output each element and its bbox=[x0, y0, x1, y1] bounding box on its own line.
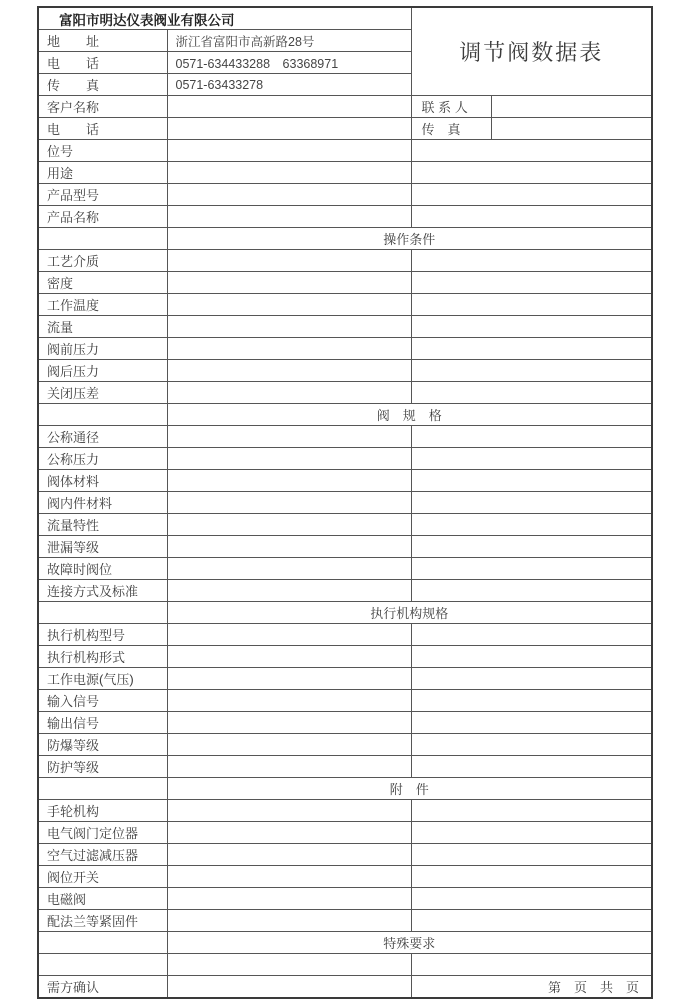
field-row bbox=[38, 800, 652, 822]
field-row bbox=[38, 668, 652, 690]
section-title: 执行机构规格 bbox=[167, 602, 652, 624]
field-value bbox=[411, 162, 652, 184]
field-value bbox=[411, 184, 652, 206]
field-label: 防护等级 bbox=[38, 756, 167, 778]
section-title: 附 件 bbox=[167, 778, 652, 800]
field-value bbox=[411, 338, 652, 360]
field-value bbox=[167, 888, 411, 910]
field-label: 用途 bbox=[38, 162, 167, 184]
field-row bbox=[38, 558, 652, 580]
field-row bbox=[38, 294, 652, 316]
field-label: 空气过滤减压器 bbox=[38, 844, 167, 866]
valve-data-sheet-table bbox=[37, 6, 653, 999]
field-label: 执行机构形式 bbox=[38, 646, 167, 668]
field-row bbox=[38, 250, 652, 272]
field-row bbox=[38, 338, 652, 360]
company-name: 富阳市明达仪表阀业有限公司 bbox=[38, 7, 411, 30]
field-label: 输出信号 bbox=[38, 712, 167, 734]
field-row bbox=[38, 646, 652, 668]
confirm-label: 需方确认 bbox=[38, 976, 167, 999]
field-value bbox=[167, 558, 411, 580]
field-value bbox=[491, 118, 652, 140]
field-value bbox=[167, 712, 411, 734]
field-label: 连接方式及标准 bbox=[38, 580, 167, 602]
field-value bbox=[491, 96, 652, 118]
field-value bbox=[167, 360, 411, 382]
field-value bbox=[411, 844, 652, 866]
field-value bbox=[411, 580, 652, 602]
company-row bbox=[38, 7, 652, 30]
product-name-row bbox=[38, 206, 652, 228]
field-label: 产品名称 bbox=[38, 206, 167, 228]
field-label: 工作温度 bbox=[38, 294, 167, 316]
field-value bbox=[411, 690, 652, 712]
field-row bbox=[38, 734, 652, 756]
tag-number-row bbox=[38, 140, 652, 162]
section-title: 阀 规 格 bbox=[167, 404, 652, 426]
field-value bbox=[411, 646, 652, 668]
field-value bbox=[167, 162, 411, 184]
field-value bbox=[167, 426, 411, 448]
field-row bbox=[38, 536, 652, 558]
field-value bbox=[167, 382, 411, 404]
field-value bbox=[167, 756, 411, 778]
product-model-row bbox=[38, 184, 652, 206]
field-label: 密度 bbox=[38, 272, 167, 294]
field-value bbox=[411, 206, 652, 228]
field-label: 电磁阀 bbox=[38, 888, 167, 910]
field-row bbox=[38, 888, 652, 910]
field-value bbox=[411, 712, 652, 734]
field-label: 地 址 bbox=[38, 30, 167, 52]
field-value bbox=[411, 492, 652, 514]
field-row bbox=[38, 470, 652, 492]
field-value bbox=[167, 272, 411, 294]
field-value bbox=[167, 338, 411, 360]
field-row bbox=[38, 448, 652, 470]
field-label: 产品型号 bbox=[38, 184, 167, 206]
field-row bbox=[38, 272, 652, 294]
field-value bbox=[167, 866, 411, 888]
usage-row bbox=[38, 162, 652, 184]
field-value bbox=[167, 250, 411, 272]
field-label: 阀体材料 bbox=[38, 470, 167, 492]
empty-cell bbox=[38, 602, 167, 624]
field-row bbox=[38, 844, 652, 866]
field-value bbox=[167, 734, 411, 756]
field-value bbox=[167, 668, 411, 690]
field-label: 关闭压差 bbox=[38, 382, 167, 404]
field-label: 电气阀门定位器 bbox=[38, 822, 167, 844]
empty-cell bbox=[38, 932, 167, 954]
field-value bbox=[411, 558, 652, 580]
field-value bbox=[411, 954, 652, 976]
empty-cell bbox=[38, 228, 167, 250]
field-value bbox=[167, 184, 411, 206]
field-label: 输入信号 bbox=[38, 690, 167, 712]
field-value bbox=[167, 844, 411, 866]
field-label: 泄漏等级 bbox=[38, 536, 167, 558]
field-label: 流量特性 bbox=[38, 514, 167, 536]
field-label: 客户名称 bbox=[38, 96, 167, 118]
field-value bbox=[411, 250, 652, 272]
field-value bbox=[411, 910, 652, 932]
field-value bbox=[411, 382, 652, 404]
field-row bbox=[38, 712, 652, 734]
field-label: 阀内件材料 bbox=[38, 492, 167, 514]
field-value bbox=[167, 822, 411, 844]
field-label: 流量 bbox=[38, 316, 167, 338]
field-label bbox=[38, 954, 167, 976]
field-row bbox=[38, 954, 652, 976]
field-label: 执行机构型号 bbox=[38, 624, 167, 646]
field-label: 工艺介质 bbox=[38, 250, 167, 272]
field-label: 传 真 bbox=[38, 74, 167, 96]
customer-name-row bbox=[38, 96, 652, 118]
field-value bbox=[411, 668, 652, 690]
field-row bbox=[38, 624, 652, 646]
section-header-row bbox=[38, 602, 652, 624]
field-label: 防爆等级 bbox=[38, 734, 167, 756]
form-title: 调节阀数据表 bbox=[411, 7, 652, 96]
field-value bbox=[411, 734, 652, 756]
field-value bbox=[167, 954, 411, 976]
field-value bbox=[411, 448, 652, 470]
field-label: 电 话 bbox=[38, 52, 167, 74]
field-value bbox=[411, 294, 652, 316]
field-value bbox=[411, 316, 652, 338]
field-label: 公称压力 bbox=[38, 448, 167, 470]
field-row bbox=[38, 822, 652, 844]
valve-data-sheet bbox=[37, 6, 653, 999]
field-row bbox=[38, 580, 652, 602]
field-value bbox=[411, 140, 652, 162]
section-title: 操作条件 bbox=[167, 228, 652, 250]
field-label: 阀后压力 bbox=[38, 360, 167, 382]
section-header-row bbox=[38, 778, 652, 800]
field-label: 电 话 bbox=[38, 118, 167, 140]
field-value bbox=[167, 580, 411, 602]
field-value bbox=[167, 646, 411, 668]
field-value bbox=[411, 756, 652, 778]
field-value bbox=[167, 118, 411, 140]
field-value bbox=[167, 800, 411, 822]
field-value bbox=[411, 822, 652, 844]
field-row bbox=[38, 910, 652, 932]
field-label: 位号 bbox=[38, 140, 167, 162]
customer-phone-row bbox=[38, 118, 652, 140]
field-label: 联 系 人 bbox=[411, 96, 491, 118]
field-value bbox=[411, 272, 652, 294]
field-value bbox=[167, 206, 411, 228]
field-value bbox=[167, 690, 411, 712]
field-value bbox=[167, 316, 411, 338]
field-row bbox=[38, 866, 652, 888]
page-number-label: 第 页 共 页 bbox=[411, 976, 652, 999]
field-row bbox=[38, 426, 652, 448]
field-value bbox=[411, 514, 652, 536]
field-value bbox=[167, 448, 411, 470]
field-row bbox=[38, 360, 652, 382]
field-value bbox=[167, 536, 411, 558]
field-value bbox=[167, 140, 411, 162]
field-label: 工作电源(气压) bbox=[38, 668, 167, 690]
field-value bbox=[411, 624, 652, 646]
field-value bbox=[167, 910, 411, 932]
field-value bbox=[411, 360, 652, 382]
section-header-row bbox=[38, 228, 652, 250]
field-value bbox=[167, 470, 411, 492]
field-label: 阀前压力 bbox=[38, 338, 167, 360]
field-value bbox=[167, 976, 411, 999]
field-row bbox=[38, 492, 652, 514]
section-header-row bbox=[38, 932, 652, 954]
field-value bbox=[411, 800, 652, 822]
field-label: 手轮机构 bbox=[38, 800, 167, 822]
section-header-row bbox=[38, 404, 652, 426]
field-value bbox=[167, 514, 411, 536]
field-row bbox=[38, 382, 652, 404]
empty-cell bbox=[38, 778, 167, 800]
field-value: 0571-634433288 63368971 bbox=[167, 52, 411, 74]
field-value: 0571-63433278 bbox=[167, 74, 411, 96]
field-value: 浙江省富阳市高新路28号 bbox=[167, 30, 411, 52]
field-value bbox=[167, 294, 411, 316]
field-label: 故障时阀位 bbox=[38, 558, 167, 580]
field-row bbox=[38, 690, 652, 712]
footer-row bbox=[38, 976, 652, 999]
field-label: 配法兰等紧固件 bbox=[38, 910, 167, 932]
field-label: 阀位开关 bbox=[38, 866, 167, 888]
field-value bbox=[167, 96, 411, 118]
field-value bbox=[411, 470, 652, 492]
section-title: 特殊要求 bbox=[167, 932, 652, 954]
field-label: 传 真 bbox=[411, 118, 491, 140]
field-value bbox=[411, 536, 652, 558]
field-value bbox=[411, 866, 652, 888]
empty-cell bbox=[38, 404, 167, 426]
field-row bbox=[38, 316, 652, 338]
field-value bbox=[167, 492, 411, 514]
field-value bbox=[167, 624, 411, 646]
field-value bbox=[411, 888, 652, 910]
field-row bbox=[38, 756, 652, 778]
field-value bbox=[411, 426, 652, 448]
field-label: 公称通径 bbox=[38, 426, 167, 448]
field-row bbox=[38, 514, 652, 536]
